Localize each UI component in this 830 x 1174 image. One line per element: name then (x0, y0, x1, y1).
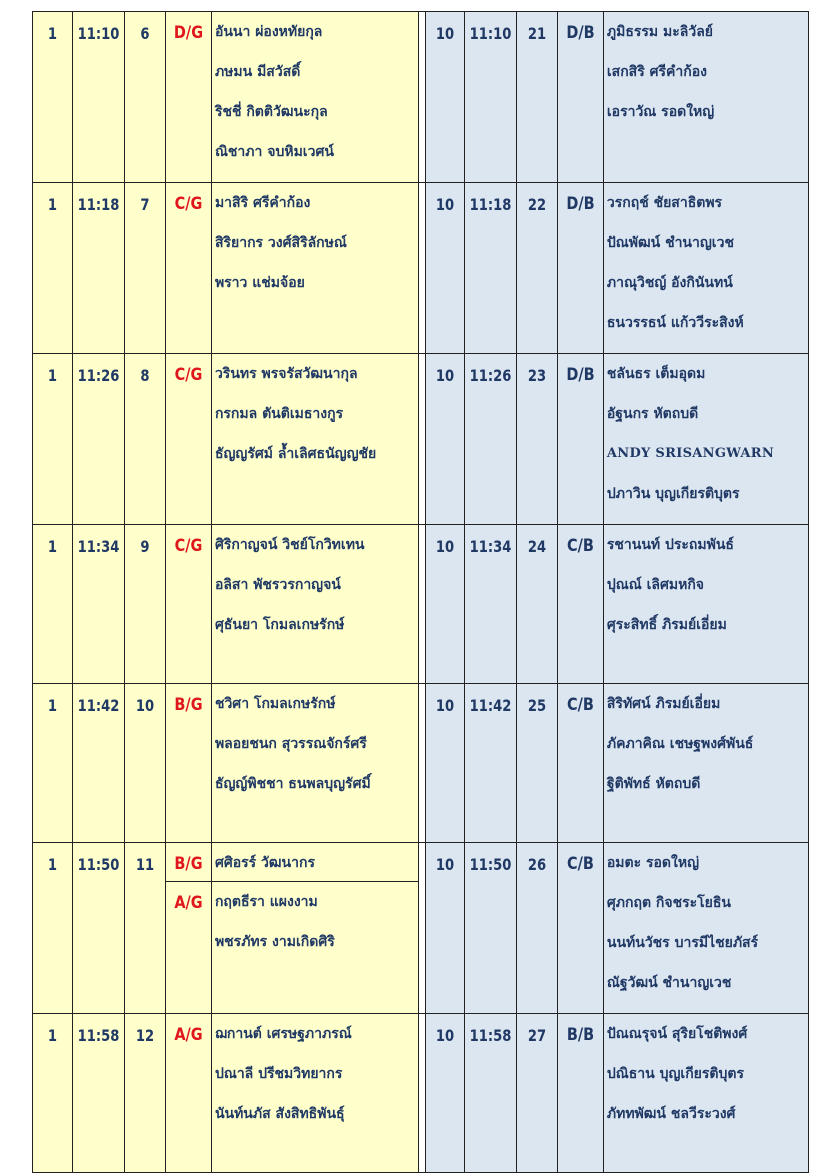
player-name: สิริยากร วงศ์สิริลักษณ์ (214, 235, 347, 251)
player-name: ศิริกาญจน์ วิชย์โกวิทเทน (214, 537, 365, 553)
player-name: ภัททพัฒน์ ชลวีระวงศ์ (606, 1106, 736, 1122)
player-name: ธัญญ์พิชชา ธนพลบุญรัศมิ์ (214, 776, 371, 792)
player-name: วรกฤช์ ชัยสาธิตพร (606, 195, 723, 211)
player-name: พราว แช่มจ้อย (214, 275, 305, 291)
group-number: 25 (527, 696, 546, 715)
category-label-secondary: A/G (174, 893, 203, 913)
left-category-cell (165, 525, 211, 684)
player-name: ปัณพัฒน์ ชำนาญเวช (606, 235, 734, 251)
group-number: 9 (140, 537, 150, 556)
table-row (33, 684, 809, 843)
table-row (33, 354, 809, 525)
category-label: C/B (566, 536, 594, 556)
right-group-cell (516, 12, 557, 183)
group-number: 6 (140, 24, 150, 43)
right-hole-cell (425, 1014, 464, 1173)
column-gap (418, 684, 425, 843)
player-name: ธัญญรัศม์ ล้ำเลิศธนัญญชัย (214, 446, 377, 462)
hole-number: 10 (435, 696, 455, 715)
hole-number: 1 (47, 195, 58, 214)
right-category-cell (557, 525, 603, 684)
left-group-cell (124, 843, 165, 1014)
left-players-cell (211, 183, 418, 354)
column-gap (418, 1014, 425, 1173)
right-hole-cell (425, 525, 464, 684)
right-group-cell (516, 843, 557, 1014)
left-category-cell (165, 684, 211, 843)
column-gap (418, 354, 425, 525)
left-group-cell (124, 1014, 165, 1173)
right-category-cell (557, 354, 603, 525)
right-group-cell (516, 183, 557, 354)
right-category-cell (557, 1014, 603, 1173)
column-gap (418, 12, 425, 183)
player-name: อลิสา พัชรวรกาญจน์ (214, 577, 341, 593)
player-name: ฌกานต์ เศรษฐภาภรณ์ (214, 1026, 352, 1042)
player-name: ปณิธาน บุญเกียรติบุตร (606, 1066, 744, 1082)
category-label: D/B (566, 365, 595, 385)
left-hole-cell (33, 183, 73, 354)
table-row (33, 12, 809, 183)
hole-number: 1 (47, 537, 58, 556)
left-time-cell (73, 354, 125, 525)
category-label: D/B (566, 194, 595, 214)
player-name: กฤตธีรา แผงงาม (214, 894, 318, 910)
player-name: ANDY SRISANGWARN (606, 446, 774, 461)
left-players-cell (211, 1014, 418, 1173)
table-row (33, 183, 809, 354)
hole-number: 10 (435, 24, 455, 43)
right-players-cell (603, 12, 808, 183)
category-label: C/B (566, 695, 594, 715)
left-time-cell (73, 843, 125, 1014)
player-name: ภูมิธรรม มะลิวัลย์ (606, 24, 713, 40)
player-name: ธนวรรธน์ แก้ววีระสิงห์ (606, 315, 744, 331)
right-time-cell (464, 843, 516, 1014)
tee-time: 11:10 (469, 24, 512, 43)
category-label: A/G (174, 1025, 203, 1045)
player-name: ภษมน มีสวัสดิ์ (214, 64, 301, 80)
player-name: ริชชี่ กิตติวัฒนะกุล (214, 104, 328, 120)
left-hole-cell (33, 843, 73, 1014)
table-row (33, 843, 809, 1014)
player-name: ชลันธร เต็มอุดม (606, 366, 706, 382)
right-group-cell (516, 354, 557, 525)
player-name: ฐิติพัทธ์ หัตถบดี (606, 776, 701, 792)
player-name: ชวิศา โกมลเกษรักษ์ (214, 696, 336, 712)
player-name: ศุธันยา โกมลเกษรักษ์ (214, 617, 345, 633)
right-hole-cell (425, 843, 464, 1014)
player-name: นนท์นวัชร บารมีไชยภัสร์ (606, 935, 759, 951)
right-category-cell (557, 843, 603, 1014)
player-name: เสกสิริ ศรีคำก้อง (606, 64, 707, 80)
player-name: ปณาลี ปรีชมวิทยากร (214, 1066, 343, 1082)
left-players-cell (211, 684, 418, 843)
group-number: 26 (527, 855, 546, 874)
group-number: 21 (527, 24, 546, 43)
player-name: ณิชาภา จบหิมเวศน์ (214, 144, 334, 160)
tee-time: 11:18 (77, 195, 120, 214)
player-name: ภัคภาคิณ เชษฐพงศ์พันธ์ (606, 736, 754, 752)
category-label: B/G (174, 695, 203, 715)
left-category-cell (165, 12, 211, 183)
left-category-cell (165, 843, 211, 1014)
player-name: ศุภกฤต กิจชระโยธิน (606, 895, 731, 911)
tee-time: 11:26 (469, 366, 512, 385)
hole-number: 10 (435, 855, 455, 874)
category-label: D/G (173, 23, 204, 43)
right-hole-cell (425, 684, 464, 843)
right-players-cell (603, 354, 808, 525)
player-name: พลอยชนก สุวรรณจักร์ศรี (214, 736, 367, 752)
group-number: 7 (140, 195, 150, 214)
left-players-cell (211, 354, 418, 525)
left-hole-cell (33, 1014, 73, 1173)
player-name: ภาณุวิชญ์ อังกินันทน์ (606, 275, 733, 291)
table-row (33, 525, 809, 684)
right-group-cell (516, 1014, 557, 1173)
player-name: นันท์นภัส สังสิทธิพันธุ์ (214, 1106, 345, 1122)
hole-number: 10 (435, 1026, 455, 1045)
player-name: อัฐนกร หัตถบดี (606, 406, 699, 422)
tee-time: 11:18 (469, 195, 512, 214)
player-name: พชรภัทร งามเกิดศิริ (214, 934, 335, 950)
tee-time: 11:50 (469, 855, 512, 874)
left-players-cell (211, 843, 418, 1014)
left-group-cell (124, 12, 165, 183)
right-category-cell (557, 684, 603, 843)
hole-number: 1 (47, 24, 58, 43)
right-hole-cell (425, 354, 464, 525)
player-name: อมตะ รอดใหญ่ (606, 855, 700, 871)
tee-time: 11:26 (77, 366, 120, 385)
player-name: ศุระสิทธิ์ ภิรมย์เอี่ยม (606, 617, 727, 633)
group-number: 8 (140, 366, 150, 385)
tee-time: 11:10 (77, 24, 120, 43)
category-label: C/G (174, 365, 203, 385)
group-number: 22 (527, 195, 546, 214)
right-players-cell (603, 1014, 808, 1173)
right-group-cell (516, 684, 557, 843)
tee-time: 11:42 (77, 696, 120, 715)
hole-number: 1 (47, 855, 58, 874)
hole-number: 10 (435, 195, 455, 214)
player-name: ปภาวิน บุญเกียรติบุตร (606, 486, 740, 502)
right-time-cell (464, 12, 516, 183)
right-hole-cell (425, 12, 464, 183)
tee-time: 11:50 (77, 855, 120, 874)
player-name: อันนา ผ่องหทัยกุล (214, 24, 323, 40)
left-hole-cell (33, 684, 73, 843)
right-group-cell (516, 525, 557, 684)
player-name: รชานนท์ ประถมพันธ์ (606, 537, 734, 553)
tee-time: 11:34 (469, 537, 512, 556)
player-name: สิริทัศน์ ภิรมย์เอี่ยม (606, 696, 721, 712)
right-time-cell (464, 354, 516, 525)
left-hole-cell (33, 525, 73, 684)
player-name: กรกมล ตันติเมธางกูร (214, 406, 344, 422)
right-time-cell (464, 183, 516, 354)
right-hole-cell (425, 183, 464, 354)
table-body (33, 12, 809, 1173)
tee-time: 11:58 (77, 1026, 120, 1045)
right-time-cell (464, 684, 516, 843)
group-number: 24 (527, 537, 546, 556)
left-time-cell (73, 12, 125, 183)
hole-number: 1 (47, 1026, 58, 1045)
tee-time-table (32, 11, 809, 1173)
hole-number: 1 (47, 696, 58, 715)
column-gap (418, 183, 425, 354)
group-number: 27 (527, 1026, 546, 1045)
left-category-cell (165, 1014, 211, 1173)
group-number: 11 (135, 855, 155, 874)
left-hole-cell (33, 354, 73, 525)
tee-time: 11:42 (469, 696, 512, 715)
player-name: เอราวัณ รอดใหญ่ (606, 104, 715, 120)
left-time-cell (73, 525, 125, 684)
left-group-cell (124, 525, 165, 684)
left-group-cell (124, 684, 165, 843)
hole-number: 1 (47, 366, 58, 385)
player-name: ณัฐวัฒน์ ชำนาญเวช (606, 975, 732, 991)
column-gap (418, 843, 425, 1014)
tee-time: 11:58 (469, 1026, 512, 1045)
hole-number: 10 (435, 366, 455, 385)
category-label: D/B (566, 23, 595, 43)
left-category-cell (165, 183, 211, 354)
left-players-cell (211, 525, 418, 684)
category-label: B/B (566, 1025, 595, 1045)
group-number: 23 (527, 366, 546, 385)
left-time-cell (73, 183, 125, 354)
table-row (33, 1014, 809, 1173)
category-label: C/G (174, 536, 203, 556)
category-label: B/G (174, 854, 203, 874)
player-name: ปัณณรุจน์ สุริยโชติพงศ์ (606, 1026, 748, 1042)
category-label: C/G (174, 194, 203, 214)
right-time-cell (464, 1014, 516, 1173)
right-time-cell (464, 525, 516, 684)
left-group-cell (124, 354, 165, 525)
player-name: ปุณณ์ เลิศมหกิจ (606, 577, 704, 593)
left-time-cell (73, 1014, 125, 1173)
group-number: 12 (135, 1026, 155, 1045)
right-players-cell (603, 843, 808, 1014)
right-players-cell (603, 183, 808, 354)
right-players-cell (603, 684, 808, 843)
group-number: 10 (135, 696, 155, 715)
right-category-cell (557, 183, 603, 354)
right-players-cell (603, 525, 808, 684)
player-name: ศศิอรร์ วัฒนากร (214, 855, 315, 871)
right-category-cell (557, 12, 603, 183)
player-name: มาสิริ ศรีคำก้อง (214, 195, 311, 211)
left-time-cell (73, 684, 125, 843)
player-name: วรินทร พรจรัสวัฒนากุล (214, 366, 358, 382)
category-label: C/B (566, 854, 594, 874)
column-gap (418, 525, 425, 684)
tee-time: 11:34 (77, 537, 120, 556)
left-group-cell (124, 183, 165, 354)
hole-number: 10 (435, 537, 455, 556)
left-players-cell (211, 12, 418, 183)
left-hole-cell (33, 12, 73, 183)
left-category-cell (165, 354, 211, 525)
